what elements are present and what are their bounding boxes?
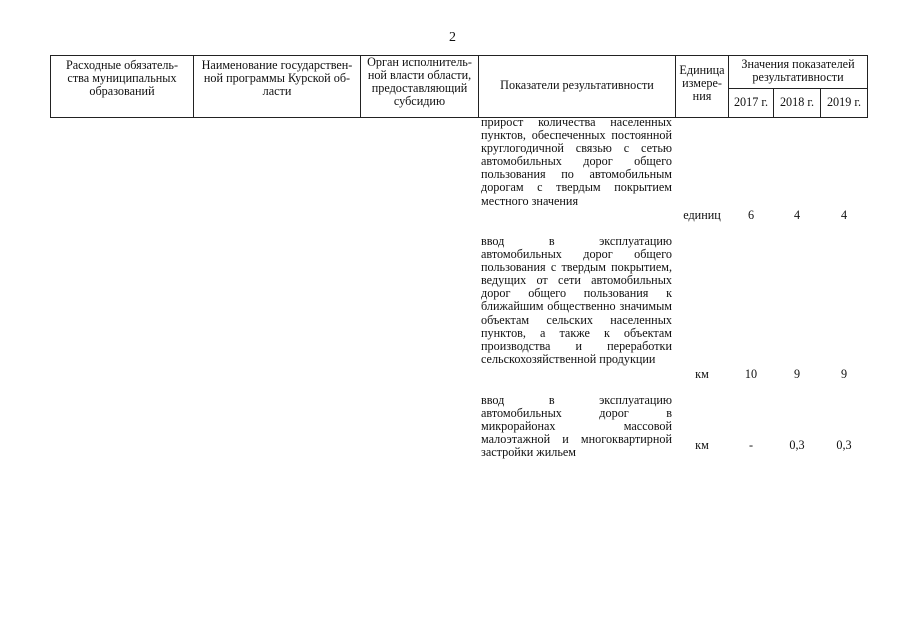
header-values-group: Значения показателей результативности	[741, 57, 855, 84]
header-indicators: Показатели результативности	[500, 78, 654, 92]
values-subheader-border	[728, 88, 868, 89]
header-unit: Единица измере- ния	[679, 63, 725, 103]
row-3-indicator: ввод в эксплуатацию автомобильных дорог в микрорайонах массовой малоэтажной и многоквартирной застройки жильем	[481, 393, 672, 460]
header-year-2019: 2019 г.	[826, 95, 862, 109]
row-3-value-2017: -	[748, 438, 754, 452]
column-border	[867, 55, 868, 117]
row-2-value-2018: 9	[793, 367, 801, 381]
row-1-indicator: прирост количества населенных пунктов, обеспеченных постоянной круглогодичной связью с сетью автомобильных дорог общего пользования по автомобильным дорогам с твердым покрытием местного значения	[481, 115, 672, 208]
row-2-value-2017: 10	[744, 367, 758, 381]
row-1-value-2018: 4	[793, 208, 801, 222]
header-year-2018: 2018 г.	[779, 95, 815, 109]
page-number: 2	[449, 30, 456, 45]
row-2-unit: км	[695, 367, 709, 381]
row-3-value-2018: 0,3	[789, 438, 805, 452]
header-authority: Орган исполнитель- ной власти области, предоставляющий субсидию	[367, 55, 472, 108]
row-1-value-2019: 4	[840, 208, 848, 222]
header-year-2017: 2017 г.	[733, 95, 769, 109]
row-3-unit: км	[695, 438, 709, 452]
header-program: Наименование государствен- ной программы Курской об- ласти	[201, 58, 353, 98]
row-2-value-2019: 9	[840, 367, 848, 381]
row-3-value-2019: 0,3	[836, 438, 852, 452]
row-1-unit: единиц	[683, 208, 721, 222]
row-1-value-2017: 6	[747, 208, 755, 222]
row-2-indicator: ввод в эксплуатацию автомобильных дорог общего пользования с твердым покрытием, ведущих от сети автомобильных дорог общего пользования к ближайшим общественно значимым объектам сельских населенных пунктов, а также к объектам производства и переработки сельскохозяйственной продукции	[481, 234, 672, 366]
header-expenses: Расходные обязатель- ства муниципальных образований	[65, 58, 179, 98]
